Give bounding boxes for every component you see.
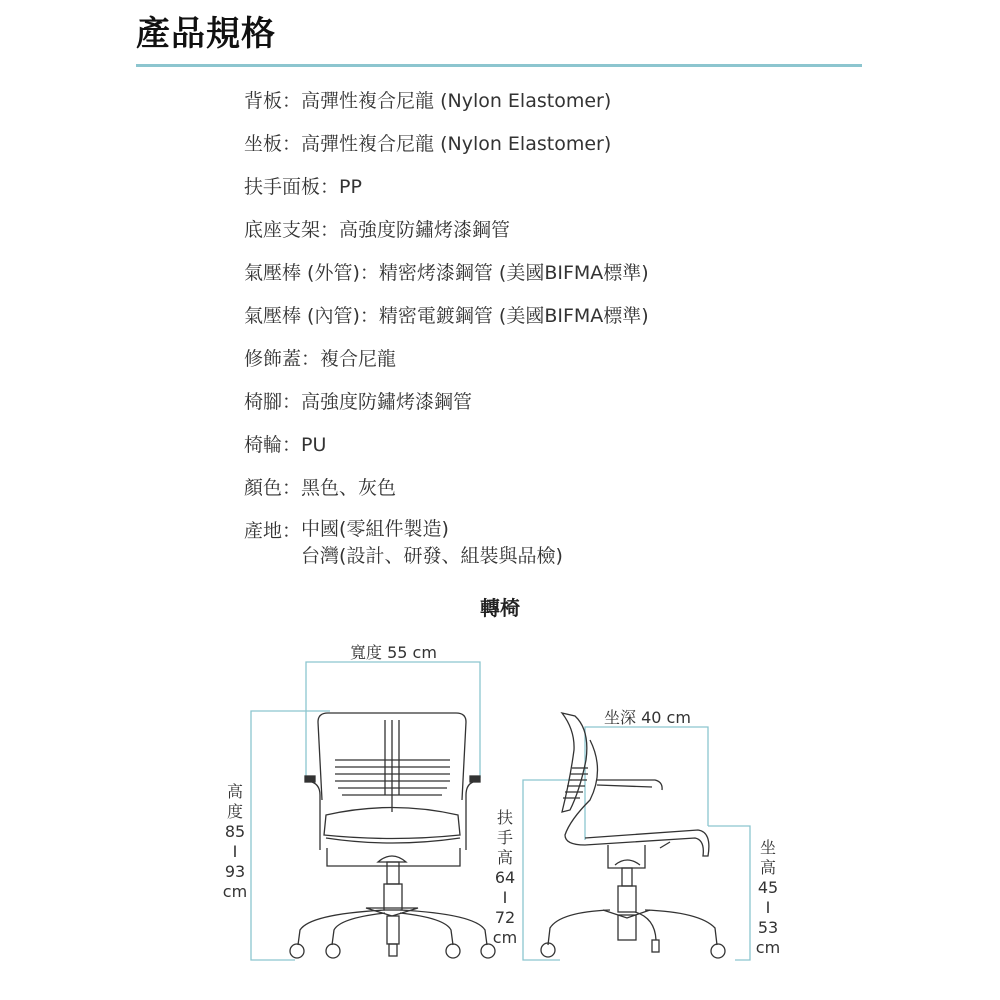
spec-label: 顏色 (244, 477, 283, 499)
spec-value: 高強度防鏽烤漆鋼管 (301, 391, 473, 413)
spec-label: 坐板 (244, 133, 283, 155)
spec-label: 背板 (244, 90, 283, 112)
armrest-height-label-line: I (502, 888, 508, 907)
spec-separator: ： (282, 90, 302, 112)
spec-separator: ： (320, 219, 340, 241)
spec-value: 黑色、灰色 (301, 477, 397, 499)
spec-value: 精密電鍍鋼管 (美國BIFMA標準) (378, 305, 649, 327)
armrest-height-label-line: 高 (496, 848, 513, 867)
armrest-height-dimension-label (490, 808, 520, 948)
height-label-line: cm (222, 882, 248, 901)
height-label-line: 度 (226, 802, 243, 821)
armrest-height-label-line: 扶 (496, 808, 513, 827)
spec-value: 高強度防鏽烤漆鋼管 (339, 219, 511, 241)
spec-separator: ： (301, 348, 321, 370)
armrest-height-label-line: 手 (496, 828, 513, 847)
seat-height-label-line: 53 (757, 918, 779, 937)
spec-label: 椅腳 (244, 391, 283, 413)
spec-separator: ： (359, 262, 379, 284)
side-view-chair (541, 713, 725, 958)
height-label-line: 高 (226, 782, 243, 801)
spec-label: 底座支架 (244, 219, 321, 241)
armrest-height-label-line: 64 (494, 868, 516, 887)
diagram-title: 轉椅 (480, 596, 520, 620)
spec-label: 扶手面板 (244, 176, 321, 198)
spec-value: 高彈性複合尼龍 (Nylon Elastomer) (301, 133, 612, 155)
seat-height-label-line: I (765, 898, 771, 917)
width-dimension-label: 寬度 55 cm (350, 643, 437, 662)
front-view-chair (290, 713, 495, 958)
spec-label: 椅輪 (244, 434, 283, 456)
spec-value: PP (339, 176, 362, 198)
seat-height-label-line: 高 (759, 858, 776, 877)
height-label-line: 85 (224, 822, 246, 841)
depth-dimension-label: 坐深 40 cm (604, 708, 691, 727)
page-title: 產品規格 (136, 14, 276, 54)
armrest-height-label-line: 72 (494, 908, 516, 927)
spec-value: 精密烤漆鋼管 (美國BIFMA標準) (378, 262, 649, 284)
seat-height-label-line: cm (755, 938, 781, 957)
height-label-line: 93 (224, 862, 246, 881)
origin-line-2: 台灣(設計、研發、組裝與品檢) (301, 545, 563, 567)
spec-separator: ： (282, 520, 302, 542)
spec-separator: ： (282, 133, 302, 155)
spec-label: 氣壓棒 (內管) (244, 305, 360, 327)
seat-height-label-line: 坐 (759, 838, 776, 857)
armrest-height-label-line: cm (492, 928, 518, 947)
spec-separator: ： (359, 305, 379, 327)
height-label-line: I (232, 842, 238, 861)
spec-value: 複合尼龍 (320, 348, 397, 370)
seat-height-dimension-label (753, 838, 783, 958)
height-dimension-label (220, 782, 250, 902)
origin-line-1: 中國(零組件製造) (301, 518, 449, 540)
spec-separator: ： (282, 434, 302, 456)
seat-height-label-line: 45 (757, 878, 779, 897)
spec-value: 高彈性複合尼龍 (Nylon Elastomer) (301, 90, 612, 112)
spec-separator: ： (282, 477, 302, 499)
spec-label: 產地 (244, 520, 283, 542)
spec-separator: ： (282, 391, 302, 413)
spec-value: PU (301, 434, 327, 456)
spec-label: 修飾蓋 (244, 348, 302, 370)
spec-separator: ： (320, 176, 340, 198)
spec-label: 氣壓棒 (外管) (244, 262, 360, 284)
